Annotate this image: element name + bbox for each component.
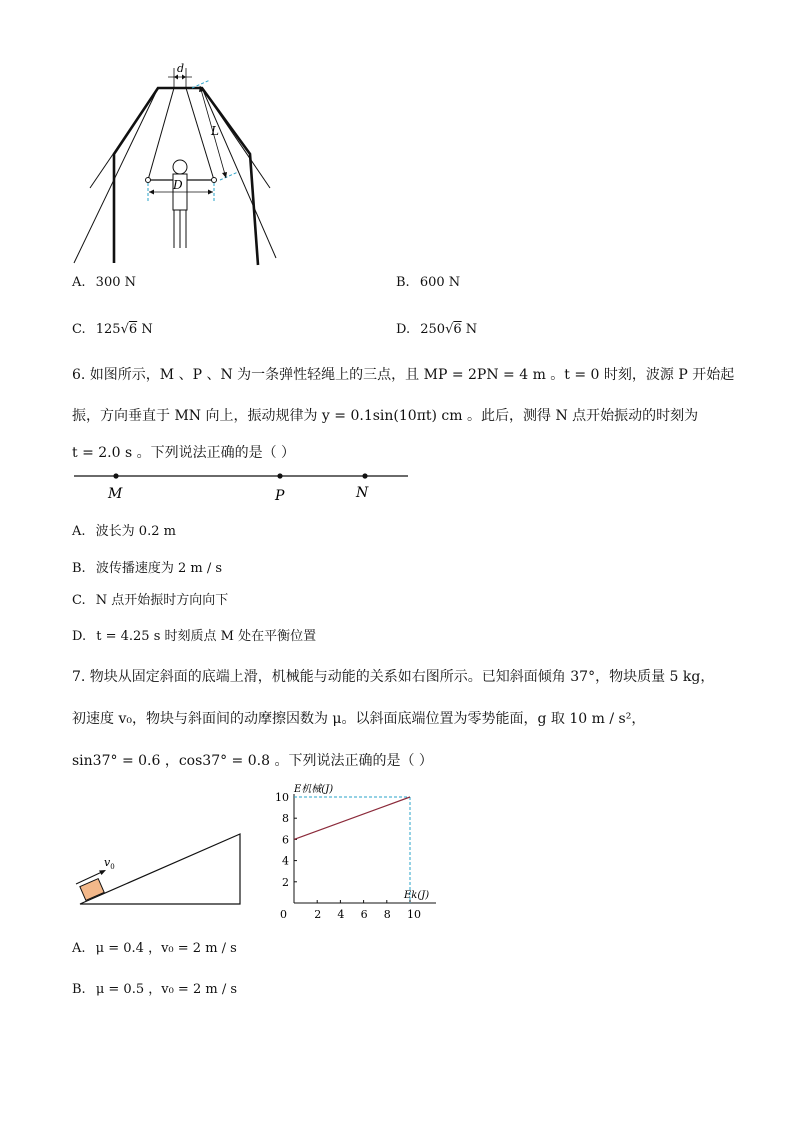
option-text: 波传播速度为 2 m / s xyxy=(95,561,223,576)
option-text: t = 4.25 s 时刻质点 M 处在平衡位置 xyxy=(96,629,317,644)
y-tick-label: 6 xyxy=(282,833,289,847)
label-d: d xyxy=(177,62,185,75)
x-tick-label: 4 xyxy=(337,908,345,921)
option-coef: 125 xyxy=(95,322,121,337)
q6-option-d[interactable] xyxy=(72,625,316,644)
label-D: D xyxy=(173,178,183,192)
energy-chart xyxy=(268,780,448,922)
sqrt-symbol: √ xyxy=(445,322,454,337)
option-radicand: 6 xyxy=(453,322,462,337)
rope-diagram xyxy=(70,465,415,505)
option-text: 600 N xyxy=(419,275,461,290)
option-text: μ = 0.4 ，v₀ = 2 m / s xyxy=(95,941,237,956)
option-letter: B. xyxy=(72,561,86,576)
option-letter: B. xyxy=(396,275,410,290)
label-L: L xyxy=(211,124,219,138)
q6-option-a[interactable] xyxy=(72,520,176,539)
option-letter: D. xyxy=(72,629,87,644)
y-tick-label: 4 xyxy=(282,854,289,868)
option-text: N 点开始振时方向向下 xyxy=(95,593,229,608)
q6-option-c[interactable] xyxy=(72,589,228,608)
option-letter: A. xyxy=(72,941,86,956)
point-P: P xyxy=(275,488,285,504)
option-letter: A. xyxy=(72,275,86,290)
q5-option-c[interactable] xyxy=(72,322,153,337)
option-text: 300 N xyxy=(95,275,136,290)
option-radicand: 6 xyxy=(128,322,138,337)
series-line xyxy=(294,797,410,839)
q7-line-3: sin37° = 0.6 ，cos37° = 0.8 。下列说法正确的是（ ） xyxy=(72,753,433,769)
q7-line-2: 初速度 v₀，物块与斜面间的动摩擦因数为 μ。以斜面底端位置为零势能面，g 取 10 m / s²， xyxy=(72,711,646,727)
q6-line-2: 振，方向垂直于 MN 向上，振动规律为 y = 0.1sin(10πt) cm 。此后，测得 N 点开始振动的时刻为 xyxy=(72,408,699,424)
q6-line-3: t = 2.0 s 。下列说法正确的是（ ） xyxy=(72,445,296,461)
q6-line-1: 6. 如图所示，M 、P 、N 为一条弹性轻绳上的三点，且 MP = 2PN = 4 m 。t = 0 时刻，波源 P 开始起 xyxy=(72,367,735,383)
x-tick-label: 6 xyxy=(360,908,368,921)
option-letter: C. xyxy=(72,322,86,337)
y-tick-label: 2 xyxy=(282,875,289,889)
x-tick-label: 10 xyxy=(407,908,421,921)
q6-option-b[interactable] xyxy=(72,557,222,576)
y-axis-label: E机械(J) xyxy=(294,784,334,795)
sqrt-symbol: √ xyxy=(120,322,129,337)
x-tick-label: 8 xyxy=(383,908,391,921)
q5-option-d[interactable] xyxy=(396,322,477,337)
option-letter: C. xyxy=(72,593,86,608)
option-letter: A. xyxy=(72,524,86,539)
swing-figure xyxy=(70,58,280,270)
point-M: M xyxy=(108,486,123,502)
q7-line-1: 7. 物块从固定斜面的底端上滑，机械能与动能的关系如右图所示。已知斜面倾角 37°，物块质量 5 kg， xyxy=(72,669,715,685)
q5-option-b[interactable] xyxy=(396,275,460,290)
option-text: 波长为 0.2 m xyxy=(95,524,176,539)
q5-option-a[interactable] xyxy=(72,275,136,290)
option-coef: 250 xyxy=(420,322,446,337)
incline-diagram xyxy=(70,828,250,910)
option-text: μ = 0.5 ，v₀ = 2 m / s xyxy=(95,982,238,997)
x-axis-label: Ek(J) xyxy=(404,890,430,901)
option-letter: B. xyxy=(72,982,86,997)
x-tick-label: 2 xyxy=(314,908,322,921)
y-tick-label: 10 xyxy=(275,791,289,804)
q7-option-a[interactable] xyxy=(72,937,237,956)
q7-option-b[interactable] xyxy=(72,978,237,997)
option-letter: D. xyxy=(396,322,411,337)
label-v0: $v_0$ xyxy=(104,856,115,871)
y-tick-label: 8 xyxy=(282,812,289,826)
option-unit: N xyxy=(465,322,478,337)
point-N: N xyxy=(356,485,369,501)
x-tick-label: 0 xyxy=(280,908,287,921)
option-unit: N xyxy=(141,322,153,337)
